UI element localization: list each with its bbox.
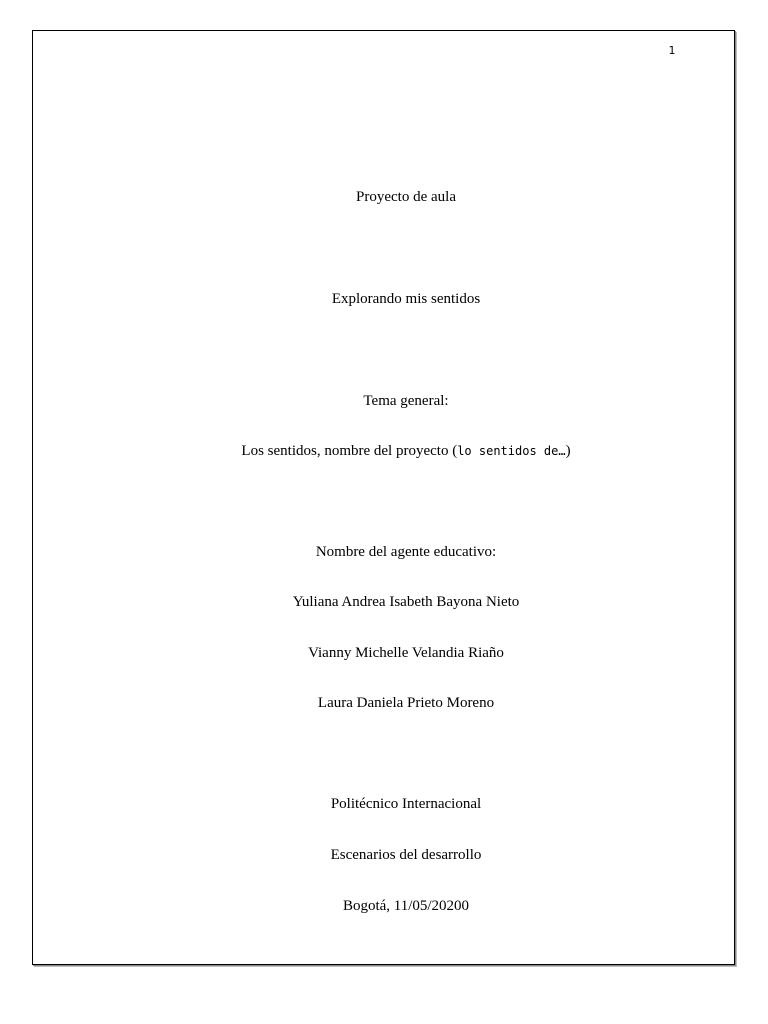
document-page (32, 30, 735, 965)
theme-value (32, 442, 768, 460)
author-name: Laura Daniela Prieto Moreno (317, 695, 495, 711)
author-name: Vianny Michelle Velandia Riaño (308, 645, 504, 661)
course-name: Escenarios del desarrollo (330, 847, 482, 863)
theme-value-prefix: Los sentidos, nombre del proyecto ( (241, 443, 458, 459)
theme-value-suffix: ) (565, 443, 571, 459)
theme-value-inner: lo sentidos de… (457, 444, 566, 458)
place-date: Bogotá, 11/05/20200 (342, 898, 470, 914)
author-name: Yuliana Andrea Isabeth Bayona Nieto (292, 594, 520, 610)
project-title: Explorando mis sentidos (331, 291, 481, 307)
project-type: Proyecto de aula (356, 189, 456, 205)
page-number: 1 (668, 44, 676, 57)
theme-label: Tema general: (363, 393, 449, 409)
agent-label: Nombre del agente educativo: (315, 544, 497, 560)
institution-name: Politécnico Internacional (330, 796, 482, 812)
